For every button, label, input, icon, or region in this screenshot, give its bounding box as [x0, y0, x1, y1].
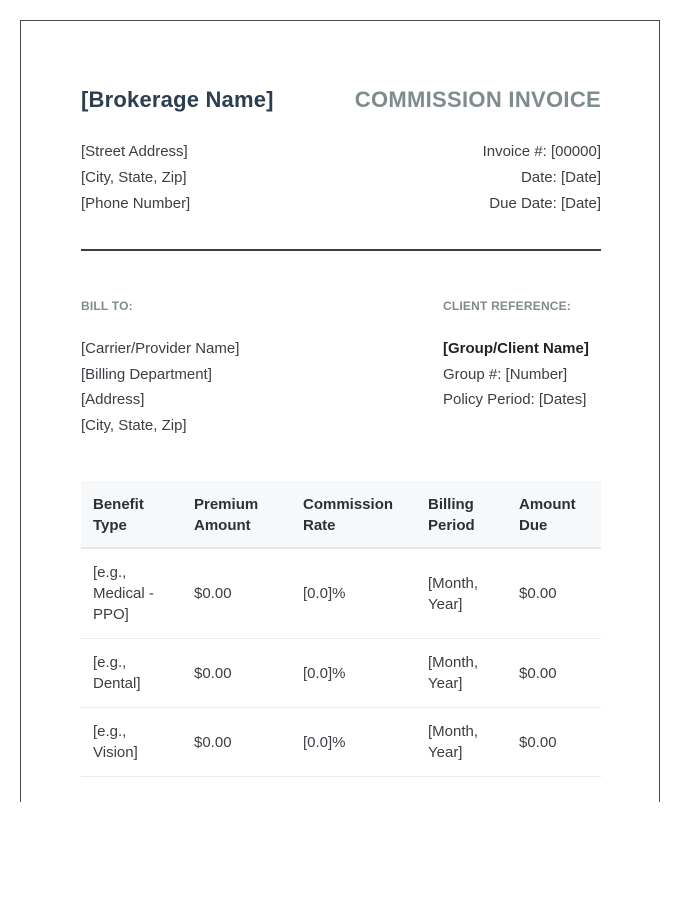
brokerage-city-state-zip: [City, State, Zip] [81, 169, 187, 186]
cell-commission-rate: [0.0]% [291, 639, 416, 708]
column-header-benefit-type: Benefit Type [81, 481, 182, 548]
table-header-row [81, 481, 601, 548]
cell-amount-due: $0.00 [507, 708, 601, 777]
cell-benefit-type: [e.g., Vision] [81, 708, 182, 777]
bill-to-block [81, 336, 239, 438]
cell-commission-rate: [0.0]% [291, 548, 416, 639]
cell-premium-amount: $0.00 [182, 548, 291, 639]
bill-to-label: BILL TO: [81, 299, 133, 313]
cell-premium-amount: $0.00 [182, 639, 291, 708]
bill-to-address: [Address] [81, 391, 145, 408]
column-header-commission-rate: Commission Rate [291, 481, 416, 548]
invoice-header [81, 87, 601, 113]
bill-to-name: [Carrier/Provider Name] [81, 340, 240, 357]
cell-benefit-type: [e.g., Medical - PPO] [81, 548, 182, 639]
brokerage-street: [Street Address] [81, 143, 188, 160]
cell-benefit-type: [e.g., Dental] [81, 639, 182, 708]
cell-premium-amount: $0.00 [182, 708, 291, 777]
cell-billing-period: [Month, Year] [416, 708, 507, 777]
client-policy-period: Policy Period: [Dates] [443, 391, 587, 408]
header-divider [81, 249, 601, 251]
cell-billing-period: [Month, Year] [416, 639, 507, 708]
client-group-number: Group #: [Number] [443, 365, 568, 383]
cell-amount-due: $0.00 [507, 639, 601, 708]
column-header-amount-due: Amount Due [507, 481, 601, 548]
client-reference-label: CLIENT REFERENCE: [443, 299, 572, 313]
cell-billing-period: [Month, Year] [416, 548, 507, 639]
brokerage-name: [Brokerage Name] [81, 87, 274, 112]
brokerage-phone: [Phone Number] [81, 195, 191, 212]
commission-table [81, 481, 601, 777]
bill-to-department: [Billing Department] [81, 365, 212, 383]
table-row [81, 639, 601, 708]
cell-amount-due: $0.00 [507, 548, 601, 639]
invoice-date: Date: [Date] [520, 169, 601, 186]
table-row [81, 708, 601, 777]
column-header-premium-amount: Premium Amount [182, 481, 291, 548]
brokerage-address [81, 139, 190, 217]
client-reference-block [443, 336, 589, 413]
table-row [81, 548, 601, 639]
bill-to-city-state-zip: [City, State, Zip] [81, 416, 187, 434]
invoice-title: COMMISSION INVOICE [354, 87, 601, 112]
column-header-billing-period: Billing Period [416, 481, 507, 548]
invoice-number: Invoice #: [00000] [482, 143, 601, 160]
invoice-due-date: Due Date: [Date] [489, 195, 601, 212]
client-name: [Group/Client Name] [443, 340, 589, 357]
cell-commission-rate: [0.0]% [291, 708, 416, 777]
invoice-meta [483, 139, 601, 217]
invoice-page [20, 20, 660, 802]
